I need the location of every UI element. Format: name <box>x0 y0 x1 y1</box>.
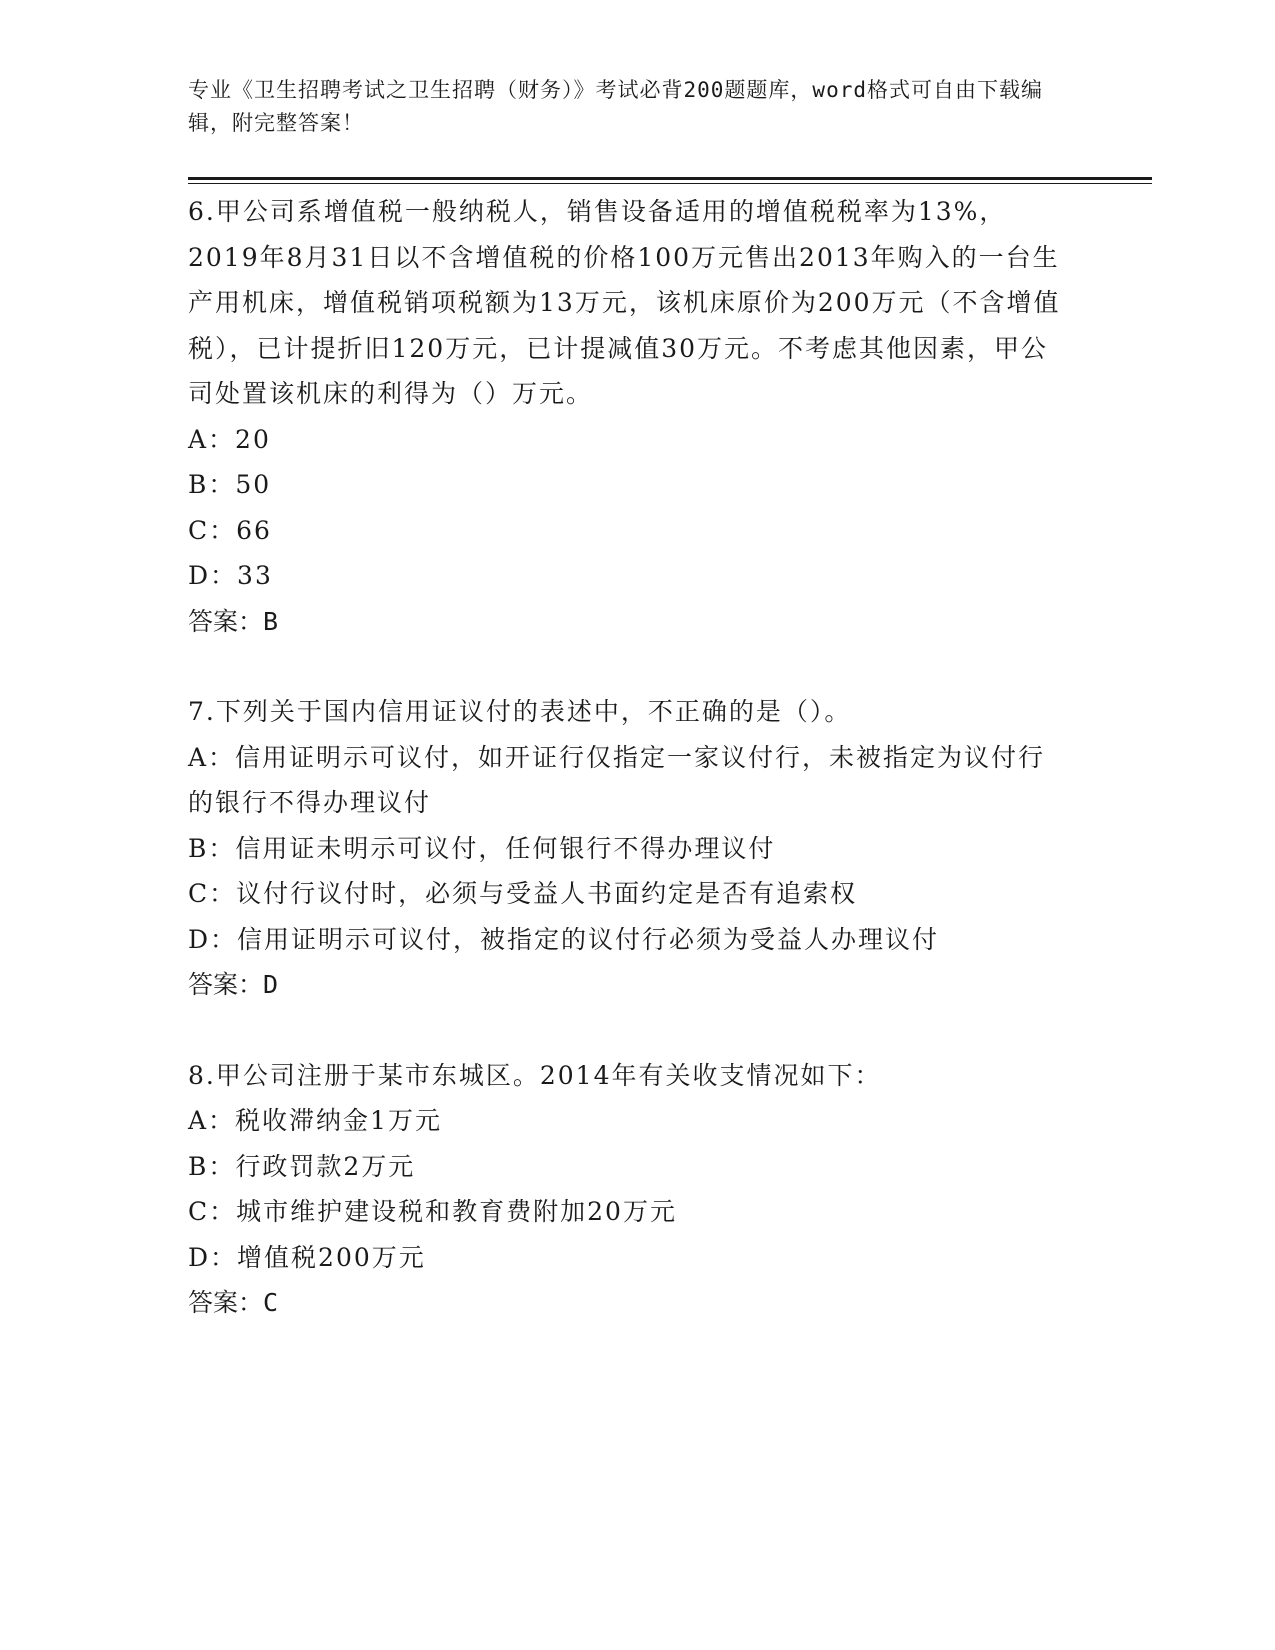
question-stem: 8.甲公司注册于某市东城区。2014年有关收支情况如下： <box>188 1060 882 1090</box>
answer: 答案：B <box>188 606 279 636</box>
answer: 答案：D <box>188 970 279 999</box>
option-d: D：增值税200万元 <box>188 1242 426 1272</box>
option-c: C：66 <box>188 515 272 545</box>
question-8 <box>188 1053 1068 1326</box>
option-a: A：税收滞纳金1万元 <box>188 1106 442 1135</box>
option-c: C：议付行议付时，必须与受益人书面约定是否有追索权 <box>188 879 858 908</box>
question-7 <box>188 689 1068 1008</box>
question-stem: 6.甲公司系增值税一般纳税人，销售设备适用的增值税税率为13%，2019年8月31日以不含增值税的价格100万元售出2013年购入的一台生产用机床，增值税销项税额为13万元，该机床原价为200万元（不含增值税），已计提折旧120万元，已计提减值30万元。不考虑其他因素，甲公司处置该机床的利得为（）万元。 <box>188 197 1061 408</box>
option-b: B：信用证未明示可议付，任何银行不得办理议付 <box>188 833 776 863</box>
document-header: 专业《卫生招聘考试之卫生招聘（财务）》考试必背200题题库，word格式可自由下载编辑，附完整答案！ <box>188 78 1043 135</box>
question-stem: 7.下列关于国内信用证议付的表述中，不正确的是（）。 <box>188 697 852 726</box>
option-b: B：50 <box>188 470 272 499</box>
option-a: A：20 <box>188 424 271 454</box>
option-d: D：33 <box>188 561 273 590</box>
option-a: A：信用证明示可议付，如开证行仅指定一家议付行，未被指定为议付行的银行不得办理议付 <box>188 742 1046 817</box>
option-c: C：城市维护建设税和教育费附加20万元 <box>188 1197 677 1226</box>
answer: 答案：C <box>188 1288 279 1317</box>
header-rule-thin <box>188 183 1152 184</box>
option-b: B：行政罚款2万元 <box>188 1151 416 1181</box>
header-rule-thick <box>188 177 1152 180</box>
option-d: D：信用证明示可议付，被指定的议付行必须为受益人办理议付 <box>188 924 940 954</box>
question-list <box>188 189 1068 1326</box>
question-6 <box>188 189 1068 644</box>
